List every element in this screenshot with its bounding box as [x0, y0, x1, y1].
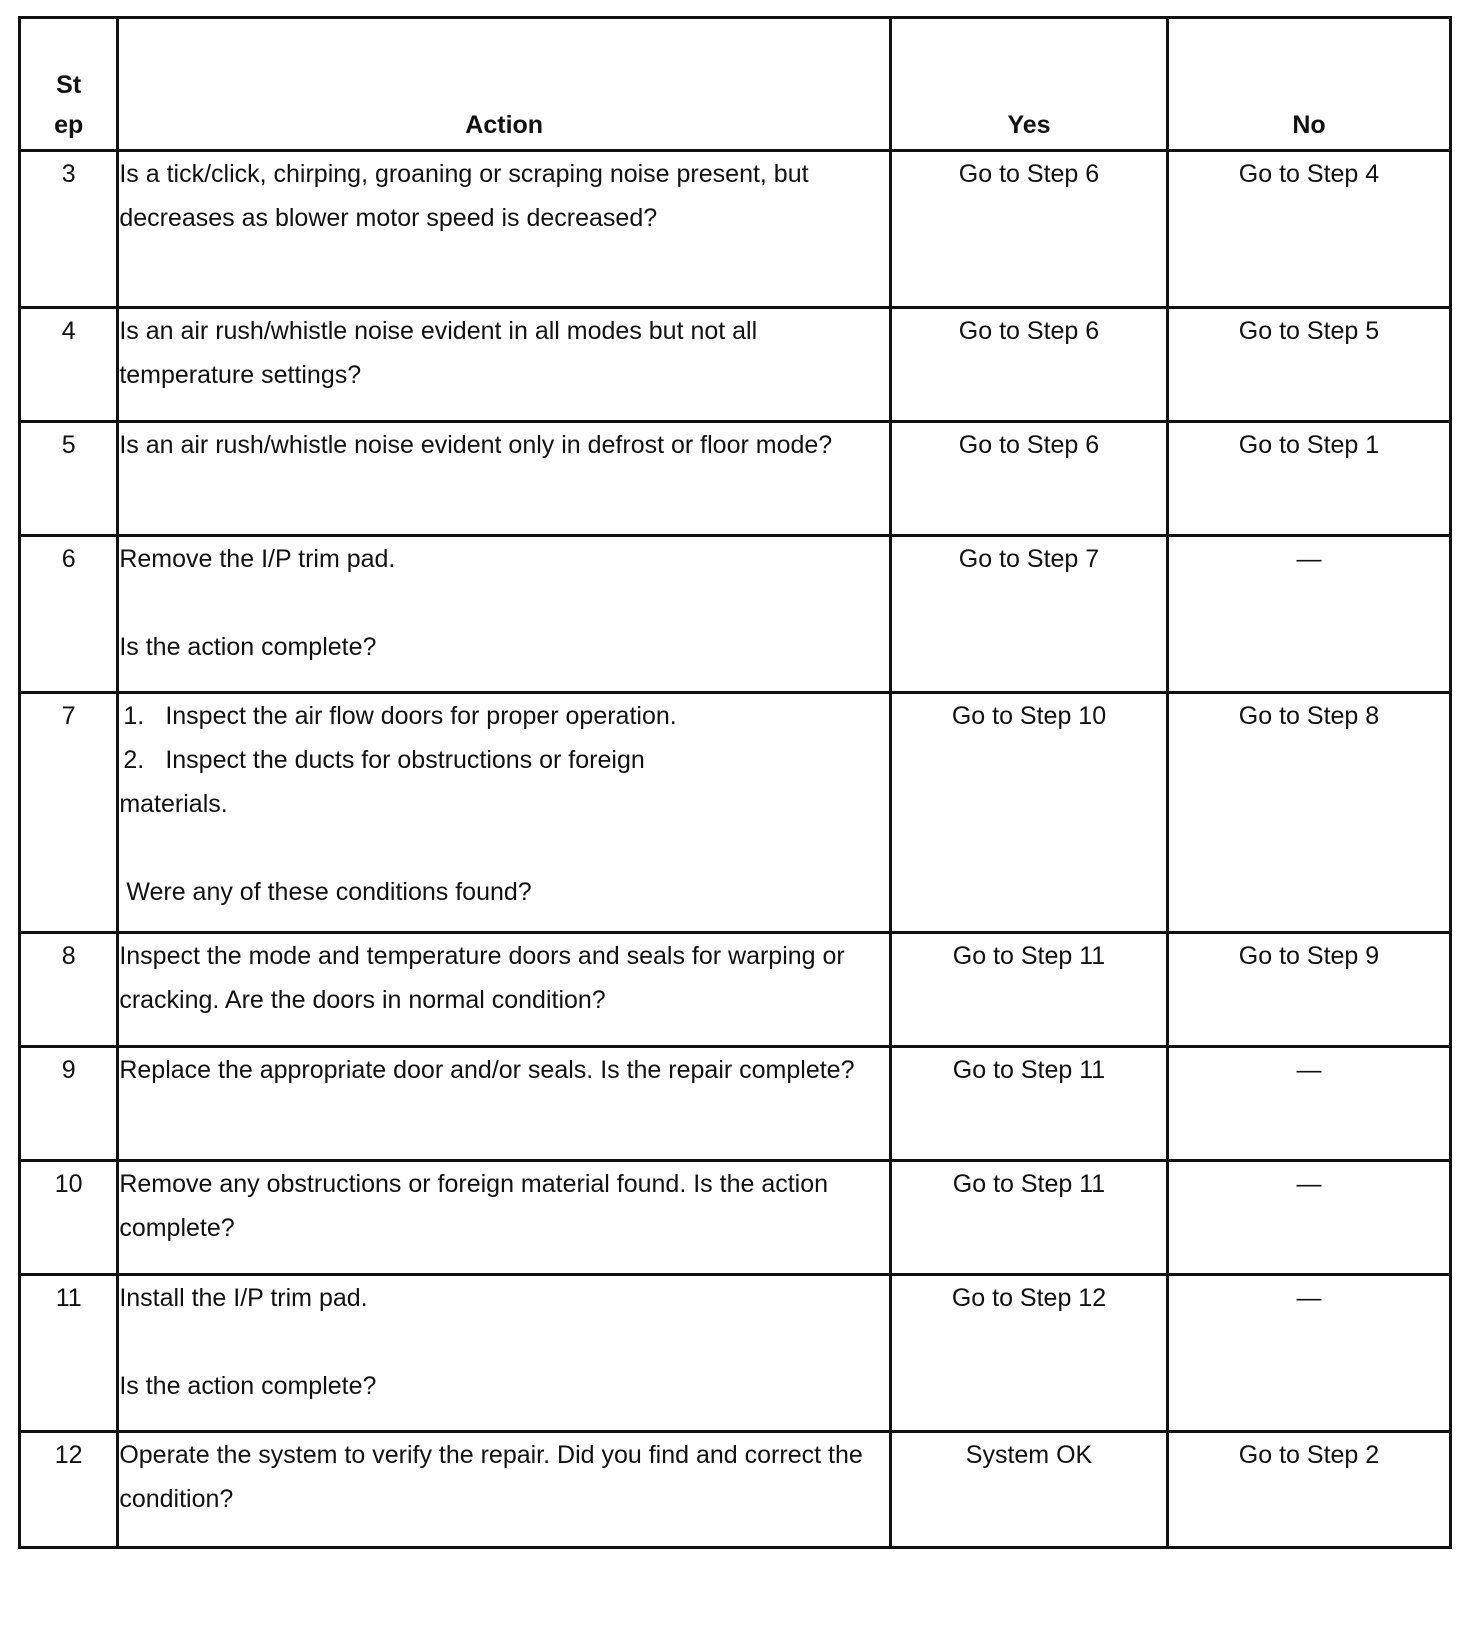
action-text: Operate the system to verify the repair. Did you find and correct the condition?: [118, 1432, 891, 1548]
table-row: [20, 1047, 1451, 1161]
table-row: [20, 151, 1451, 308]
no-result: —: [1167, 536, 1450, 693]
list-item: [119, 694, 889, 738]
step-number: 10: [20, 1161, 118, 1275]
action-text: Replace the appropriate door and/or seals. Is the repair complete?: [118, 1047, 891, 1161]
step-number: 8: [20, 933, 118, 1047]
list-item: [119, 738, 889, 782]
action-text: Remove the I/P trim pad.: [119, 545, 396, 573]
header-row: [20, 18, 1451, 151]
table-row: [20, 422, 1451, 536]
action-cell: [118, 1275, 891, 1432]
yes-result: Go to Step 6: [891, 308, 1168, 422]
step-number: 3: [20, 151, 118, 308]
step-number: 4: [20, 308, 118, 422]
table-row: [20, 693, 1451, 933]
no-result: Go to Step 8: [1167, 693, 1450, 933]
table-row: [20, 1432, 1451, 1548]
header-yes: Yes: [891, 18, 1168, 151]
action-question: Is the action complete?: [119, 1372, 377, 1400]
list-item-number: 1.: [123, 702, 145, 730]
action-text: Install the I/P trim pad.: [119, 1284, 368, 1312]
no-result: Go to Step 4: [1167, 151, 1450, 308]
step-number: 6: [20, 536, 118, 693]
no-result: Go to Step 2: [1167, 1432, 1450, 1548]
step-number: 5: [20, 422, 118, 536]
action-cell: [118, 693, 891, 933]
action-text: Inspect the mode and temperature doors and seals for warping or cracking. Are the doors in normal condition?: [118, 933, 891, 1047]
no-result: Go to Step 5: [1167, 308, 1450, 422]
diagnostic-table: [18, 16, 1452, 1549]
action-text: Is an air rush/whistle noise evident only in defrost or floor mode?: [118, 422, 891, 536]
no-result: —: [1167, 1161, 1450, 1275]
list-item-number: 2.: [123, 746, 145, 774]
table-row: [20, 1275, 1451, 1432]
no-result: Go to Step 9: [1167, 933, 1450, 1047]
no-result: —: [1167, 1047, 1450, 1161]
table-row: [20, 1161, 1451, 1275]
table-row: [20, 536, 1451, 693]
header-action: Action: [118, 18, 891, 151]
header-step-line2: ep: [54, 111, 84, 139]
action-list: [119, 694, 889, 782]
action-text: Remove any obstructions or foreign material found. Is the action complete?: [118, 1161, 891, 1275]
header-no: No: [1167, 18, 1450, 151]
header-step-line1: St: [56, 71, 82, 99]
step-number: 9: [20, 1047, 118, 1161]
yes-result: Go to Step 6: [891, 422, 1168, 536]
yes-result: Go to Step 7: [891, 536, 1168, 693]
list-continuation: materials.: [119, 790, 228, 818]
step-number: 11: [20, 1275, 118, 1432]
yes-result: Go to Step 6: [891, 151, 1168, 308]
action-question: Were any of these conditions found?: [126, 878, 532, 906]
table-row: [20, 308, 1451, 422]
yes-result: Go to Step 11: [891, 1047, 1168, 1161]
list-item-text: Inspect the air flow doors for proper operation.: [165, 702, 677, 730]
yes-result: Go to Step 12: [891, 1275, 1168, 1432]
list-item-text: Inspect the ducts for obstructions or foreign: [165, 746, 645, 774]
action-text: Is a tick/click, chirping, groaning or scraping noise present, but decreases as blower motor speed is decreased?: [118, 151, 891, 308]
yes-result: Go to Step 11: [891, 1161, 1168, 1275]
yes-result: Go to Step 11: [891, 933, 1168, 1047]
yes-result: System OK: [891, 1432, 1168, 1548]
no-result: —: [1167, 1275, 1450, 1432]
yes-result: Go to Step 10: [891, 693, 1168, 933]
action-cell: [118, 536, 891, 693]
action-text: Is an air rush/whistle noise evident in all modes but not all temperature settings?: [118, 308, 891, 422]
table-row: [20, 933, 1451, 1047]
step-number: 7: [20, 693, 118, 933]
no-result: Go to Step 1: [1167, 422, 1450, 536]
header-step: [20, 18, 118, 151]
step-number: 12: [20, 1432, 118, 1548]
action-question: Is the action complete?: [119, 633, 377, 661]
